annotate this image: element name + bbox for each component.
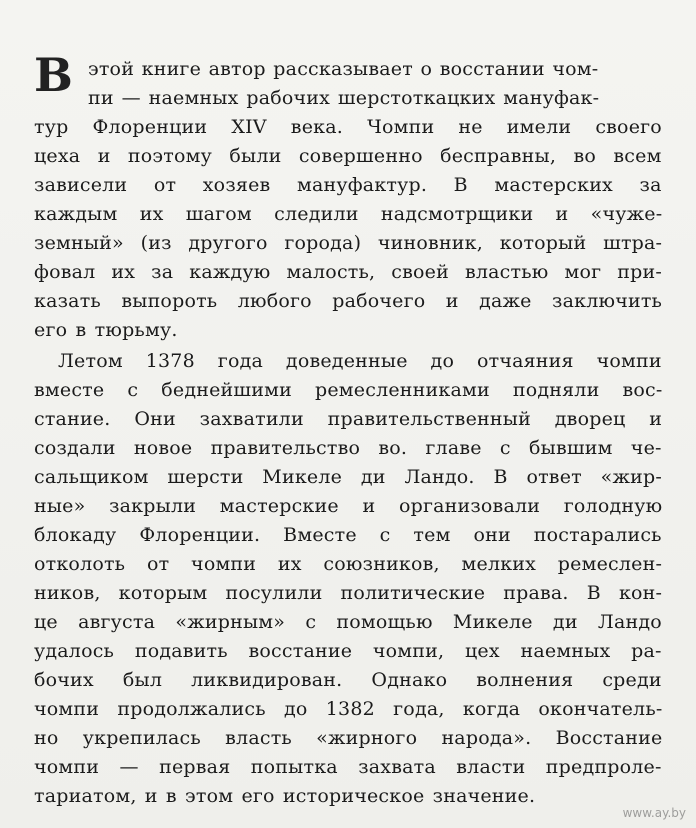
text-line: сальщиком шерсти Микеле ди Ландо. В ответ «жир- [34,466,663,488]
text-line: пи — наемных рабочих шерстоткацких мануфак- [88,87,600,109]
text-line: ников, которым посулили политические права. В кон- [34,582,663,604]
text-line: этой книге автор рассказывает о восстании чом- [88,58,599,80]
drop-cap: В [34,48,73,102]
text-line: его в тюрьму. [34,319,178,341]
text-line: удалось подавить восстание чомпи, цех наемных ра- [34,640,662,662]
text-line: чомпи — первая попытка захвата власти предпроле- [34,756,662,778]
text-line: земный» (из другого города) чиновник, который штра- [34,232,663,254]
text-line: фовал их за каждую малость, своей властью мог при- [34,261,662,283]
text-line: чомпи продолжались до 1382 года, когда окончатель- [34,698,663,720]
text-line: отколоть от чомпи их союзников, мелких ремеслен- [34,553,663,575]
text-line: стание. Они захватили правительственный дворец и [34,408,663,430]
text-line: тур Флоренции XIV века. Чомпи не имели своего [34,116,662,138]
text-line: бочих был ликвидирован. Однако волнения среди [34,669,662,691]
text-line: це августа «жирным» с помощью Микеле ди Ландо [34,611,662,633]
text-line: создали новое правительство во. главе с бывшим че- [34,437,662,459]
text-line: ные» закрыли мастерские и организовали голодную [34,495,663,517]
text-line: каждым их шагом следили надсмотрщики и «чуже- [34,203,663,225]
text-line: вместе с беднейшими ремесленниками подняли вос- [34,379,663,401]
text-line: тариатом, и в этом его историческое значение. [34,785,536,807]
watermark: www.ay.by [622,806,686,820]
text-line: Летом 1378 года доведенные до отчаяния чомпи [58,350,662,372]
text-line: цеха и поэтому были совершенно бесправны, во всем [34,145,662,167]
text-line: зависели от хозяев мануфактур. В мастерских за [34,174,662,196]
text-line: казать выпороть любого рабочего и даже заключить [34,290,663,312]
text-line: но укрепилась власть «жирного народа». Восстание [34,727,663,749]
text-line: блокаду Флоренции. Вместе с тем они постарались [34,524,662,546]
